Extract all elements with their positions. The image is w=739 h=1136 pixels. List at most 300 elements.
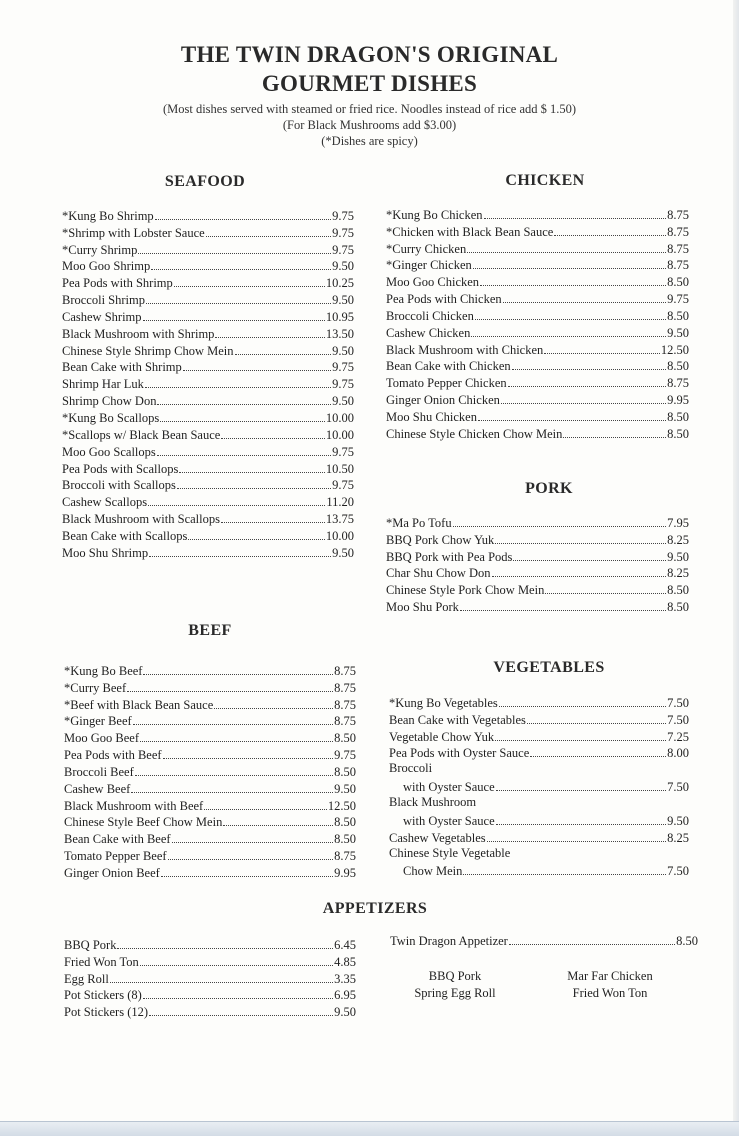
menu-item [64, 662, 356, 679]
menu-item-name: Pea Pods with Shrimp [62, 276, 173, 291]
menu-item [389, 694, 689, 711]
chicken-list [386, 206, 689, 442]
dot-leader [149, 1015, 333, 1016]
menu-item-price: 8.50 [667, 308, 689, 323]
dot-leader [155, 219, 331, 220]
menu-item [386, 548, 689, 565]
dot-leader [460, 610, 666, 611]
menu-item [386, 206, 689, 223]
menu-item-name: *Kung Bo Vegetables [389, 695, 498, 710]
menu-item [64, 814, 356, 831]
menu-item-name: Ginger Onion Beef [64, 865, 160, 880]
dot-leader [215, 337, 324, 338]
menu-item-price: 8.50 [667, 600, 689, 615]
menu-item-name: Shrimp Har Luk [62, 377, 144, 392]
dot-leader [117, 948, 333, 949]
dot-leader [512, 369, 667, 370]
dot-leader [110, 982, 333, 983]
menu-item [62, 409, 354, 426]
menu-item-name: Cashew Beef [64, 781, 131, 796]
menu-item-price: 10.25 [325, 276, 354, 291]
menu-item-name: Bean Cake with Beef [64, 832, 171, 847]
menu-item-price: 6.95 [334, 988, 356, 1003]
menu-item-price: 9.50 [667, 325, 689, 340]
menu-item [389, 795, 689, 812]
menu-item-price: 8.50 [667, 275, 689, 290]
combo-appetizer-price: 8.50 [676, 933, 698, 948]
menu-item-price: 7.50 [667, 695, 689, 710]
dot-leader [143, 998, 333, 999]
dot-leader [499, 706, 666, 707]
menu-item-name: *Chicken with Black Bean Sauce [386, 224, 554, 239]
dot-leader [235, 354, 332, 355]
pork-list [386, 514, 689, 615]
menu-item-price: 8.00 [667, 746, 689, 761]
menu-item-price: 9.95 [667, 393, 689, 408]
menu-item [62, 308, 354, 325]
menu-item [386, 408, 689, 425]
dot-leader [157, 455, 331, 456]
menu-item [386, 565, 689, 582]
menu-item-name: Shrimp Chow Don [62, 394, 157, 409]
menu-item-price: 8.75 [667, 258, 689, 273]
menu-item-price: 8.50 [667, 583, 689, 598]
dot-leader [471, 336, 666, 337]
menu-item-price: 8.25 [667, 566, 689, 581]
menu-item-name: *Shrimp with Lobster Sauce [62, 225, 205, 240]
menu-item-price: 9.50 [667, 813, 689, 828]
dot-leader [143, 674, 333, 675]
menu-item-name: Chinese Style Beef Chow Mein [64, 815, 223, 830]
menu-item-name: with Oyster Sauce [403, 780, 495, 795]
menu-item-name: Black Mushroom with Scallops [62, 512, 220, 527]
pork-heading: PORK [525, 480, 573, 497]
dot-leader [508, 386, 667, 387]
menu-item [62, 359, 354, 376]
dot-leader [492, 576, 667, 577]
menu-item-name: *Ma Po Tofu [386, 515, 452, 530]
menu-item-name: Cashew Vegetables [389, 830, 486, 845]
menu-item-price: 9.75 [332, 377, 354, 392]
menu-item-price: 9.75 [334, 748, 356, 763]
menu-item-price: 4.85 [334, 954, 356, 969]
menu-item-price: 7.25 [667, 729, 689, 744]
menu-item-price: 9.50 [332, 394, 354, 409]
vegetables-heading: VEGETABLES [493, 659, 605, 676]
menu-item-name: Broccoli Chicken [386, 308, 474, 323]
dot-leader [161, 876, 333, 877]
menu-item-name: Tomato Pepper Beef [64, 849, 167, 864]
menu-item-name: Chinese Style Pork Chow Mein [386, 583, 545, 598]
dot-leader [146, 303, 331, 304]
menu-item [62, 207, 354, 224]
menu-item-price: 8.25 [667, 532, 689, 547]
menu-item-name: *Kung Bo Beef [64, 663, 143, 678]
menu-item-name: Pea Pods with Beef [64, 748, 162, 763]
dot-leader [148, 505, 325, 506]
menu-item-price: 8.50 [667, 426, 689, 441]
dot-leader [223, 825, 333, 826]
menu-item-name: BBQ Pork with Pea Pods [386, 549, 513, 564]
menu-item [62, 510, 354, 527]
menu-item [64, 987, 356, 1004]
menu-item-name: Bean Cake with Scallops [62, 528, 188, 543]
menu-item-price: 11.20 [326, 495, 354, 510]
menu-item-name: Broccoli with Scallops [62, 478, 176, 493]
menu-item-name: BBQ Pork Chow Yuk [386, 532, 495, 547]
dot-leader [530, 756, 666, 757]
menu-item-name: Moo Goo Scallops [62, 444, 156, 459]
menu-item-price: 8.50 [334, 815, 356, 830]
menu-item [389, 829, 689, 846]
menu-item-price: 7.50 [667, 864, 689, 879]
menu-item [62, 426, 354, 443]
menu-item-name: Moo Goo Shrimp [62, 259, 151, 274]
menu-item-price: 7.50 [667, 712, 689, 727]
menu-item-price: 10.95 [325, 309, 354, 324]
menu-item [64, 970, 356, 987]
combo-item: BBQ Pork [428, 969, 482, 983]
menu-item-name: Black Mushroom with Beef [64, 798, 204, 813]
menu-item-name: *Kung Bo Shrimp [62, 208, 154, 223]
menu-item [389, 745, 689, 762]
dot-leader [545, 593, 666, 594]
dot-leader [127, 691, 333, 692]
menu-item-price: 9.50 [334, 1005, 356, 1020]
menu-item [64, 797, 356, 814]
menu-item-name: *Ginger Chicken [386, 258, 472, 273]
dot-leader [496, 824, 666, 825]
menu-item [386, 391, 689, 408]
menu-item [386, 581, 689, 598]
combo-item: Mar Far Chicken [567, 969, 653, 983]
menu-item-name: Black Mushroom [389, 795, 477, 810]
menu-item [386, 598, 689, 615]
menu-item-price: 8.75 [334, 697, 356, 712]
menu-item [62, 258, 354, 275]
menu-item-price: 8.75 [334, 849, 356, 864]
beef-heading: BEEF [188, 622, 232, 639]
menu-item-name: *Curry Beef [64, 680, 127, 695]
menu-item-price: 7.50 [667, 780, 689, 795]
menu-item-name: Fried Won Ton [64, 954, 139, 969]
menu-item [64, 746, 356, 763]
menu-item-name: Pea Pods with Scallops [62, 461, 179, 476]
menu-item [386, 341, 689, 358]
mushroom-note: (For Black Mushrooms add $3.00) [282, 118, 457, 132]
menu-item [62, 291, 354, 308]
dot-leader [221, 438, 325, 439]
menu-item-price: 9.75 [332, 444, 354, 459]
menu-item-price: 7.95 [667, 515, 689, 530]
menu-item [64, 847, 356, 864]
dot-leader [135, 775, 333, 776]
menu-item-price: 13.50 [325, 326, 354, 341]
menu-item-price: 9.75 [332, 360, 354, 375]
page-edge-bottom [0, 1121, 739, 1136]
seafood-heading: SEAFOOD [164, 173, 246, 190]
page-edge-right [733, 0, 739, 1136]
combo-contents-right [540, 968, 680, 1002]
menu-item-price: 8.50 [667, 359, 689, 374]
dot-leader [480, 285, 666, 286]
menu-item-name: Moo Goo Chicken [386, 275, 480, 290]
chicken-heading: CHICKEN [505, 172, 585, 189]
menu-item [64, 1003, 356, 1020]
dot-leader [133, 724, 333, 725]
menu-item-price: 9.75 [667, 292, 689, 307]
dot-leader [214, 708, 333, 709]
menu-item-price: 9.50 [334, 781, 356, 796]
menu-item-price: 8.75 [667, 376, 689, 391]
menu-item [389, 846, 689, 863]
menu-item-price: 12.50 [327, 798, 356, 813]
combo-appetizer-row [390, 932, 698, 949]
dot-leader [478, 420, 666, 421]
menu-item [62, 460, 354, 477]
menu-item-name: *Curry Chicken [386, 241, 467, 256]
menu-item [64, 729, 356, 746]
menu-item-name: Broccoli Beef [64, 764, 134, 779]
menu-item [386, 531, 689, 548]
menu-item [64, 713, 356, 730]
menu-item-name: *Scallops w/ Black Bean Sauce [62, 427, 221, 442]
dot-leader [503, 302, 667, 303]
dot-leader [183, 370, 331, 371]
menu-item-name: Pea Pods with Oyster Sauce [389, 746, 530, 761]
menu-item-price: 8.75 [334, 680, 356, 695]
menu-item-name: BBQ Pork [64, 937, 117, 952]
menu-item-price: 10.00 [325, 528, 354, 543]
menu-item [389, 761, 689, 778]
menu-item [62, 342, 354, 359]
menu-item [64, 830, 356, 847]
dot-leader [179, 472, 325, 473]
menu-item [62, 325, 354, 342]
appetizers-list [64, 936, 356, 1020]
menu-item [386, 324, 689, 341]
menu-title-line1: THE TWIN DRAGON'S ORIGINAL [180, 42, 559, 67]
dot-leader [206, 236, 331, 237]
menu-item-name: Moo Shu Chicken [386, 409, 477, 424]
appetizers-heading: APPETIZERS [322, 900, 428, 917]
combo-appetizer [390, 932, 698, 949]
menu-item-price: 8.75 [334, 663, 356, 678]
dot-leader [501, 403, 666, 404]
dot-leader [188, 539, 325, 540]
menu-item-name: Broccoli [389, 761, 433, 776]
dot-leader [140, 965, 333, 966]
menu-item-name: *Kung Bo Scallops [62, 410, 160, 425]
dot-leader [131, 792, 333, 793]
menu-item [386, 223, 689, 240]
menu-item-price: 8.50 [334, 764, 356, 779]
menu-item-price: 10.50 [325, 461, 354, 476]
menu-item-price: 8.50 [667, 409, 689, 424]
menu-item [62, 493, 354, 510]
combo-item: Fried Won Ton [572, 986, 648, 1000]
menu-item-name: with Oyster Sauce [403, 813, 495, 828]
menu-item-price: 8.75 [667, 241, 689, 256]
menu-item [62, 527, 354, 544]
menu-item [389, 728, 689, 745]
menu-item-name: Pea Pods with Chicken [386, 292, 502, 307]
dot-leader [513, 560, 666, 561]
dot-leader [544, 353, 660, 354]
menu-item-price: 9.75 [332, 208, 354, 223]
menu-item-price: 8.25 [667, 830, 689, 845]
dot-leader [151, 269, 331, 270]
menu-item [64, 864, 356, 881]
menu-item-price: 9.50 [332, 343, 354, 358]
menu-item-name: Cashew Shrimp [62, 309, 142, 324]
menu-item [386, 290, 689, 307]
menu-item-price: 9.50 [332, 259, 354, 274]
dot-leader [140, 741, 333, 742]
beef-list [64, 662, 356, 881]
combo-appetizer-name: Twin Dragon Appetizer [390, 933, 508, 948]
menu-item-name: Black Mushroom with Chicken [386, 342, 544, 357]
menu-item-price: 8.75 [334, 714, 356, 729]
menu-item-name: Chinese Style Vegetable [389, 845, 511, 860]
menu-item-price: 8.75 [667, 207, 689, 222]
menu-item-price: 12.50 [660, 342, 689, 357]
menu-item [62, 443, 354, 460]
menu-item [62, 274, 354, 291]
menu-item-name: Pot Stickers (12) [64, 1005, 149, 1020]
menu-item-name: Moo Shu Shrimp [62, 545, 149, 560]
combo-item: Spring Egg Roll [414, 986, 496, 1000]
dot-leader [163, 758, 334, 759]
dot-leader [467, 252, 666, 253]
rice-note: (Most dishes served with steamed or fried rice. Noodles instead of rice add $ 1.50) [162, 102, 577, 116]
menu-item-price: 8.50 [334, 731, 356, 746]
menu-item-name: Moo Shu Pork [386, 600, 459, 615]
menu-item [64, 696, 356, 713]
menu-item [62, 477, 354, 494]
menu-item [386, 358, 689, 375]
menu-item-price: 9.75 [332, 478, 354, 493]
dot-leader [168, 859, 334, 860]
menu-item [64, 763, 356, 780]
combo-contents-left [395, 968, 515, 1002]
menu-item-name: Black Mushroom with Shrimp [62, 326, 215, 341]
menu-item [62, 241, 354, 258]
dot-leader [174, 286, 325, 287]
menu-item-price: 9.95 [334, 865, 356, 880]
dot-leader [495, 740, 666, 741]
menu-item-price: 6.45 [334, 937, 356, 952]
menu-item-price: 3.35 [334, 971, 356, 986]
menu-item-name: Cashew Chicken [386, 325, 471, 340]
menu-item [389, 711, 689, 728]
menu-item-price: 9.50 [332, 545, 354, 560]
dot-leader [463, 874, 666, 875]
menu-item [386, 307, 689, 324]
dot-leader [496, 790, 666, 791]
dot-leader [160, 421, 325, 422]
dot-leader [484, 218, 667, 219]
menu-item [386, 425, 689, 442]
menu-item-name: *Curry Shrimp [62, 242, 138, 257]
menu-item [62, 224, 354, 241]
menu-item [62, 375, 354, 392]
menu-item [386, 273, 689, 290]
dot-leader [495, 543, 666, 544]
menu-item [386, 514, 689, 531]
menu-title-line2: GOURMET DISHES [261, 71, 478, 96]
menu-item-name: Bean Cake with Vegetables [389, 712, 526, 727]
menu-item-price: 10.00 [325, 410, 354, 425]
menu-item [389, 778, 689, 795]
dot-leader [204, 809, 327, 810]
dot-leader [221, 522, 325, 523]
menu-item-price: 8.75 [667, 224, 689, 239]
vegetables-list [389, 694, 689, 879]
dot-leader [172, 842, 334, 843]
menu-item-name: Broccoli Shrimp [62, 293, 145, 308]
dot-leader [554, 235, 666, 236]
menu-item-name: Pot Stickers (8) [64, 988, 142, 1003]
menu-item [62, 544, 354, 561]
menu-item [389, 812, 689, 829]
menu-item-name: Bean Cake with Chicken [386, 359, 511, 374]
menu-item-name: Ginger Onion Chicken [386, 393, 500, 408]
menu-item-name: Vegetable Chow Yuk [389, 729, 495, 744]
menu-item-name: Egg Roll [64, 971, 109, 986]
menu-item-name: *Ginger Beef [64, 714, 132, 729]
dot-leader [473, 268, 666, 269]
menu-item [386, 240, 689, 257]
menu-item-name: Cashew Scallops [62, 495, 148, 510]
dot-leader [563, 437, 666, 438]
menu-item-name: *Beef with Black Bean Sauce [64, 697, 214, 712]
menu-item-price: 8.50 [334, 832, 356, 847]
menu-item-name: *Kung Bo Chicken [386, 207, 483, 222]
dot-leader [177, 488, 331, 489]
menu-item [389, 862, 689, 879]
dot-leader [475, 319, 666, 320]
dot-leader [138, 253, 331, 254]
menu-item-name: Bean Cake with Shrimp [62, 360, 182, 375]
menu-item [62, 392, 354, 409]
menu-item-name: Chinese Style Shrimp Chow Mein [62, 343, 234, 358]
menu-item [64, 780, 356, 797]
dot-leader [157, 404, 331, 405]
spicy-note: (*Dishes are spicy) [321, 134, 418, 148]
menu-item-price: 13.75 [325, 512, 354, 527]
menu-header [0, 40, 739, 149]
menu-item-name: Tomato Pepper Chicken [386, 376, 507, 391]
dot-leader [527, 723, 666, 724]
dot-leader [143, 320, 325, 321]
dot-leader [453, 526, 667, 527]
menu-item-name: Moo Goo Beef [64, 731, 139, 746]
menu-item [64, 679, 356, 696]
menu-item-price: 9.75 [332, 242, 354, 257]
menu-item-name: Char Shu Chow Don [386, 566, 491, 581]
menu-item-price: 9.50 [667, 549, 689, 564]
seafood-list [62, 207, 354, 561]
menu-item [386, 257, 689, 274]
menu-item [64, 953, 356, 970]
menu-item-price: 9.50 [332, 293, 354, 308]
menu-item-name: Chow Mein [403, 864, 463, 879]
dot-leader [145, 387, 331, 388]
menu-item [64, 936, 356, 953]
menu-item-price: 9.75 [332, 225, 354, 240]
dot-leader [509, 944, 675, 945]
